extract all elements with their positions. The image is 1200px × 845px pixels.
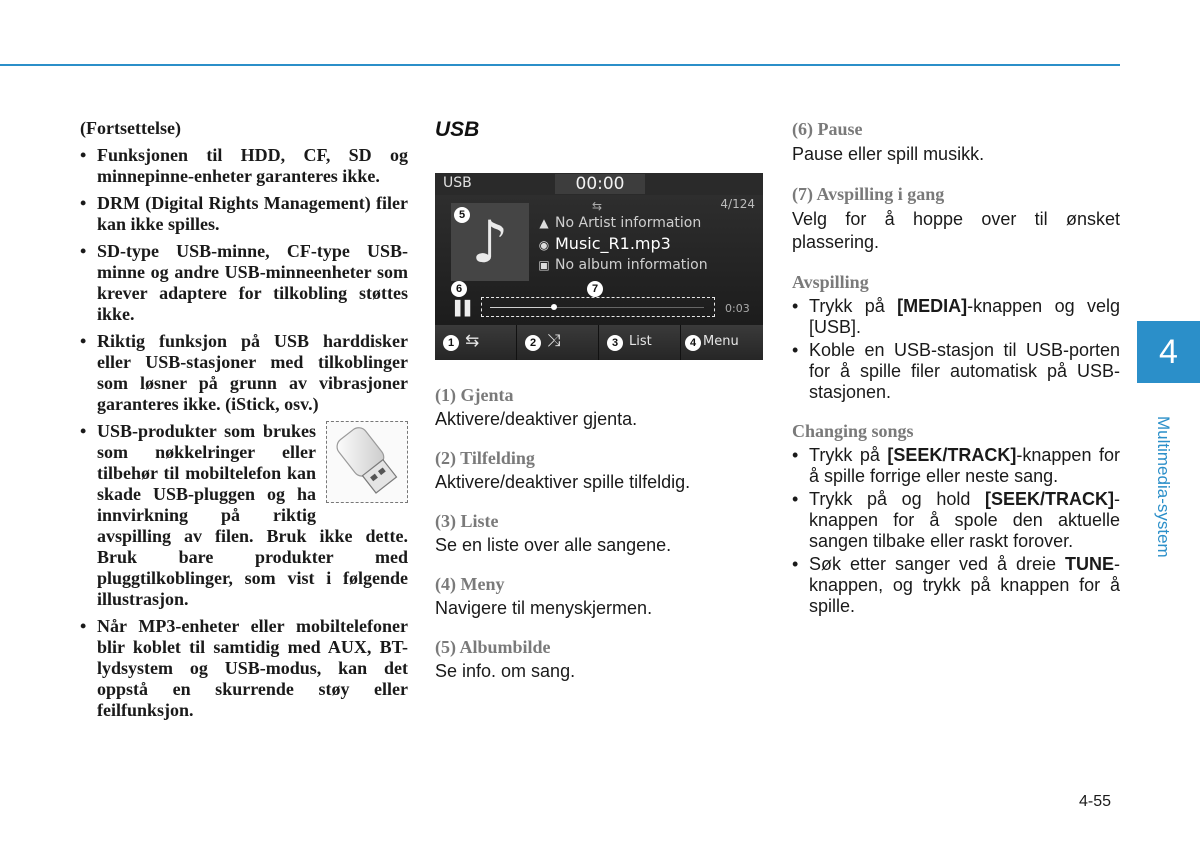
- item-text: Navigere til menyskjermen.: [435, 598, 653, 618]
- callout-marker-3: 3: [607, 335, 623, 351]
- list-item: • Koble en USB-stasjon til USB-porten for å spille filer automatisk på USB-stasjonen.: [792, 340, 1120, 403]
- music-note-icon: ♪: [471, 208, 509, 276]
- callout-marker-6: 6: [451, 281, 467, 297]
- description-item: [435, 510, 763, 557]
- screen-status-bar: [435, 173, 763, 195]
- section-title: USB: [435, 118, 480, 141]
- album-icon: ▣: [538, 258, 550, 272]
- callout-marker-7: 7: [587, 281, 603, 297]
- song-line: [537, 234, 671, 253]
- usb-player-screen: [435, 173, 763, 360]
- album-text: No album information: [555, 257, 708, 273]
- text-run: Trykk på: [809, 445, 888, 465]
- text-run: -knappen, og trykk på knappen for å spille.: [809, 554, 1120, 616]
- pause-heading: (6) Pause: [792, 119, 863, 139]
- track-count: 4/124: [720, 197, 755, 211]
- key-name: [MEDIA]: [897, 296, 968, 316]
- list-item: [792, 489, 1120, 552]
- changing-songs-list: [792, 445, 1120, 617]
- description-item: [435, 384, 763, 431]
- key-name: [SEEK/TRACK]: [985, 489, 1114, 509]
- middle-column: [435, 118, 763, 142]
- text-run: Trykk på: [809, 296, 898, 316]
- shuffle-button[interactable]: [517, 325, 599, 360]
- progress-text: Velg for å hoppe over til ønsket plassering.: [792, 209, 1120, 252]
- text-run: -knappen for å spole den aktuelle sangen tilbake eller raskt forover.: [809, 489, 1120, 551]
- description-item: [435, 573, 763, 620]
- caution-list: [80, 145, 408, 721]
- repeat-icon: ⇆: [465, 331, 480, 351]
- menu-button-label: Menu: [703, 334, 739, 349]
- key-name: [SEEK/TRACK]: [887, 445, 1017, 465]
- chapter-tab-label: Multimedia-system: [1154, 416, 1173, 558]
- song-text: Music_R1.mp3: [555, 234, 671, 253]
- progress-bar[interactable]: [481, 297, 715, 317]
- repeat-status-icon: ⇆: [592, 199, 603, 213]
- progress-section: [792, 183, 1120, 254]
- header-rule: [0, 64, 1120, 66]
- text-run: -knappen og velg [USB].: [809, 296, 1120, 337]
- page-number: 4-55: [1079, 793, 1112, 810]
- playback-heading: Avspilling: [792, 272, 869, 292]
- playback-list: [792, 296, 1120, 403]
- list-item: • Riktig funksjon på USB harddisker eller USB-stasjoner med tilkoblinger som løsner på grunn av vibrasjoner garanteres ikke. (iStick, osv.): [80, 331, 408, 415]
- list-item: • SD-type USB-minne, CF-type USB-minne og andre USB-minneenheter som krever adaptere for tilkobling støttes ikke.: [80, 241, 408, 325]
- artist-text: No Artist information: [555, 215, 702, 231]
- screen-button-bar: [435, 325, 763, 360]
- changing-songs-section: [792, 420, 1120, 617]
- item-heading: (1) Gjenta: [435, 385, 514, 405]
- item-heading: (4) Meny: [435, 574, 505, 594]
- item-text: Aktivere/deaktiver gjenta.: [435, 409, 638, 429]
- text-run: Trykk på og hold: [809, 489, 985, 509]
- text-run: Søk etter sanger ved å dreie: [809, 554, 1065, 574]
- description-item: [435, 636, 763, 683]
- description-item: [435, 447, 763, 494]
- continuation-label: (Fortsettelse): [80, 118, 181, 138]
- source-label: USB: [443, 175, 472, 191]
- song-icon: ◉: [538, 238, 550, 252]
- repeat-button[interactable]: [435, 325, 517, 360]
- item-heading: (5) Albumbilde: [435, 637, 551, 657]
- list-item: [792, 554, 1120, 617]
- item-heading: (2) Tilfelding: [435, 448, 535, 468]
- key-name: TUNE: [1065, 554, 1114, 574]
- album-line: [537, 257, 708, 273]
- pause-icon[interactable]: ▌▌: [455, 301, 475, 317]
- menu-button[interactable]: [681, 325, 763, 360]
- clock-display: 00:00: [555, 174, 645, 194]
- list-item-text: USB-produkter som brukes som nøkkelringer eller tilbehør til mobiltelefon kan skade USB-pluggen og ha innvirkning på riktig avspilling av filen. Bruk ikke dette. Bruk bare produkter med pluggtilkoblinger, som vist i følgende illustrasjon.: [97, 421, 408, 609]
- usb-stick-photo: [326, 421, 408, 503]
- pause-text: Pause eller spill musikk.: [792, 144, 985, 164]
- progress-heading: (7) Avspilling i gang: [792, 184, 945, 204]
- list-item: • Når MP3-enheter eller mobiltelefoner blir koblet til samtidig med AUX, BT-lydsystem og USB-modus, kan det oppstå en skurrende støy eller feilfunksjon.: [80, 616, 408, 721]
- list-item: • Funksjonen til HDD, CF, SD og minnepinne-enheter garanteres ikke.: [80, 145, 408, 187]
- pause-section: [792, 118, 1120, 166]
- list-button[interactable]: [599, 325, 681, 360]
- playback-section: [792, 271, 1120, 403]
- elapsed-time: 0:03: [725, 302, 750, 315]
- callout-marker-4: 4: [685, 335, 701, 351]
- callout-marker-2: 2: [525, 335, 541, 351]
- list-item: • DRM (Digital Rights Management) filer kan ikke spilles.: [80, 193, 408, 235]
- text-run: -knappen for å spille forrige eller neste sang.: [809, 445, 1120, 486]
- right-column: [792, 118, 1120, 634]
- artist-line: [537, 215, 701, 231]
- progress-fill: [490, 307, 554, 308]
- list-item: [792, 445, 1120, 487]
- left-column: [80, 118, 408, 727]
- list-item-with-photo: [80, 421, 408, 610]
- button-descriptions: [435, 384, 763, 699]
- item-text: Se info. om sang.: [435, 661, 576, 681]
- callout-marker-5: 5: [454, 207, 470, 223]
- item-text: Aktivere/deaktiver spille tilfeldig.: [435, 472, 691, 492]
- progress-knob[interactable]: [551, 304, 557, 310]
- list-button-label: List: [629, 334, 652, 349]
- list-item: [792, 296, 1120, 338]
- item-text: Se en liste over alle sangene.: [435, 535, 672, 555]
- item-heading: (3) Liste: [435, 511, 499, 531]
- callout-marker-1: 1: [443, 335, 459, 351]
- changing-songs-heading: Changing songs: [792, 421, 914, 441]
- artist-icon: ▲: [539, 216, 549, 230]
- shuffle-icon: ⤨: [547, 331, 561, 351]
- chapter-tab-number: 4: [1137, 321, 1200, 383]
